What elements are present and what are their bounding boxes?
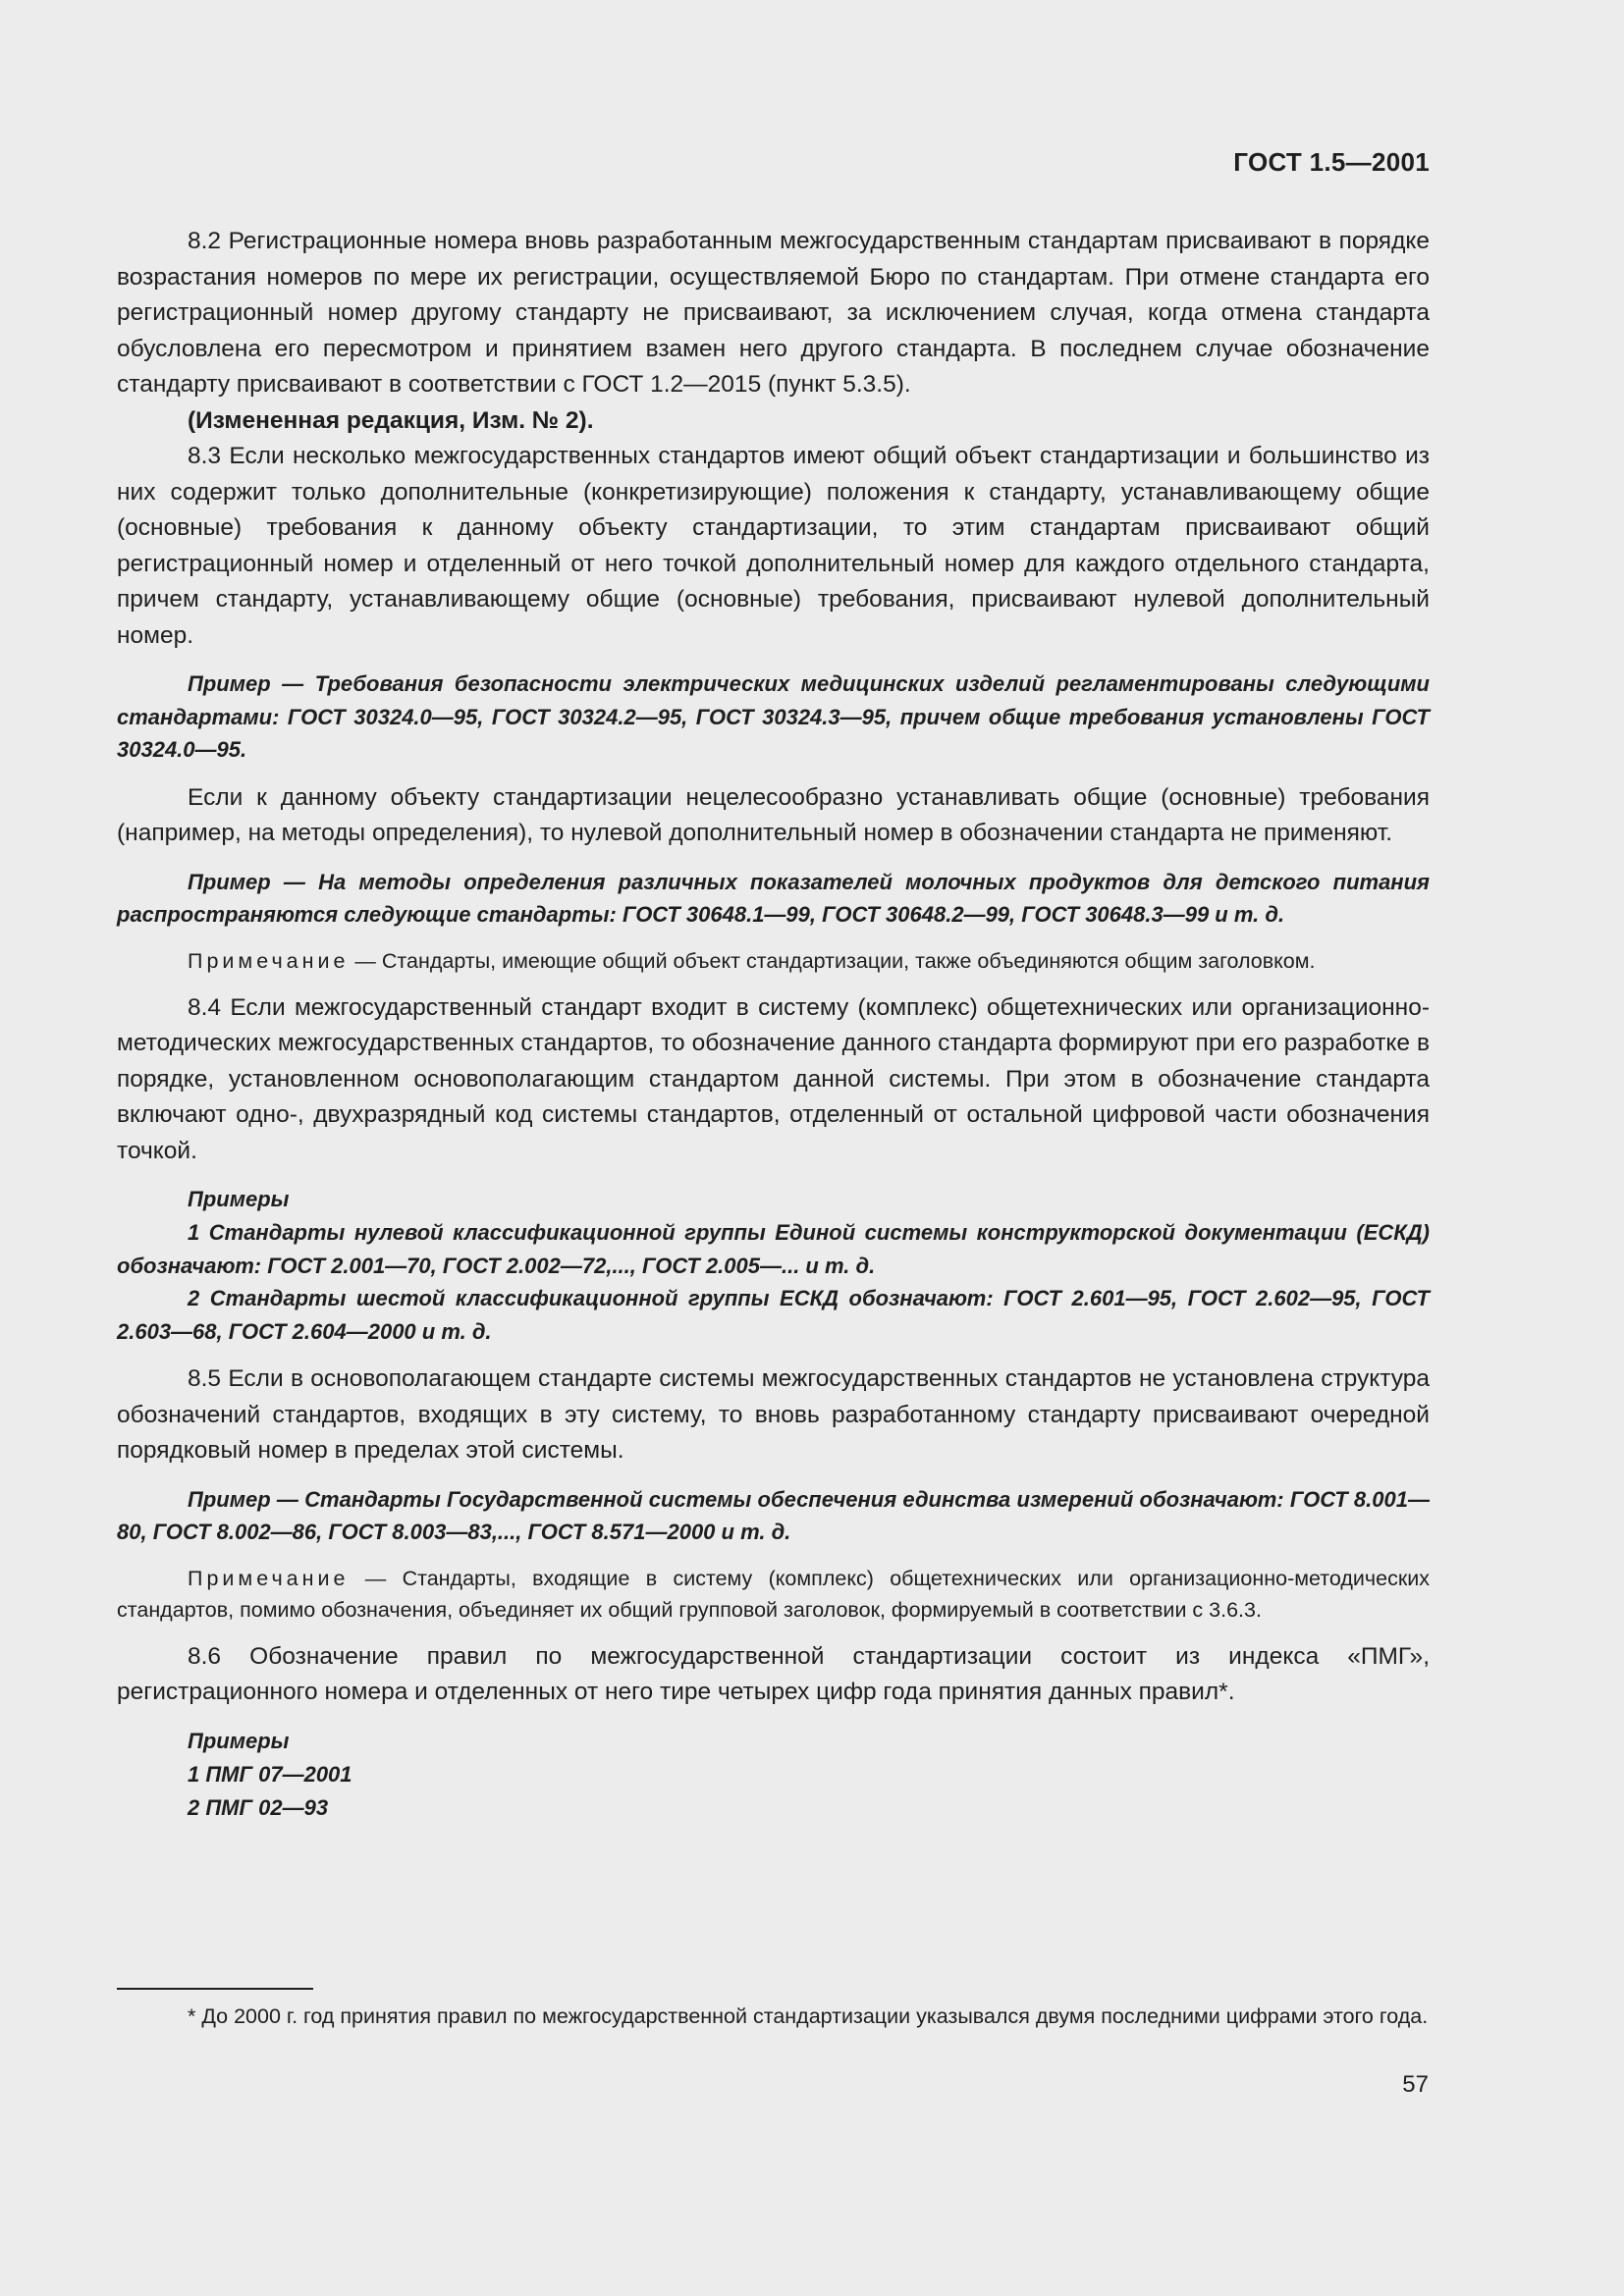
note-label: Примечание xyxy=(188,948,350,973)
document-header: ГОСТ 1.5—2001 xyxy=(1233,147,1430,177)
clause-8-2: 8.2 Регистрационные номера вновь разработанным межгосударственным стандартам присваивают в порядке возрастания номеров по мере их регистрации, осуществляемой Бюро по стандартам. При отмене стандарта его регистрационный номер другому стандарту не присваивают, за исключением случая, когда отмена стандарта обусловлена его пересмотром и принятием взамен него другого стандарта. В последнем случае обозначение стандарту присваивают в соответствии с ГОСТ 1.2—2015 (пункт 5.3.5). xyxy=(117,228,1430,398)
example-item: 2 ПМГ 02—93 xyxy=(188,1794,329,1820)
examples-block-eskd xyxy=(117,1183,1430,1348)
note-text: — Стандарты, входящие в систему (комплекс) общетехнических или организационно-методических стандартов, помимо обозначения, объединяет их общий групповой заголовок, формируемый в соответствии с 3.6.3. xyxy=(117,1566,1430,1622)
page-number: 57 xyxy=(1402,2071,1429,2098)
clause-8-5: 8.5 Если в основополагающем стандарте системы межгосударственных стандартов не установлена структура обозначений стандартов, входящих в эту систему, то вновь разработанному стандарту присваивают очередной порядковый номер в пределах этой системы. xyxy=(117,1365,1430,1464)
note-group-title xyxy=(117,1563,1430,1626)
page-body xyxy=(117,224,1430,1825)
paragraph-zero-number: Если к данному объекту стандартизации нецелесообразно устанавливать общие (основные) требования (например, на методы определения), то нулевой дополнительный номер в обозначении стандарта не применяют. xyxy=(117,783,1430,846)
examples-block-pmg xyxy=(117,1725,1430,1825)
note-label: Примечание xyxy=(188,1566,350,1590)
example-item: 1 ПМГ 07—2001 xyxy=(188,1761,352,1787)
footnote: * До 2000 г. год принятия правил по межгосударственной стандартизации указывался двумя последними цифрами этого года. xyxy=(188,2004,1429,2028)
note-common-title xyxy=(117,945,1430,977)
footnote-divider xyxy=(117,1988,313,1990)
example-gsi: Пример — Стандарты Государственной системы обеспечения единства измерений обозначают: ГОСТ 8.001—80, ГОСТ 8.002—86, ГОСТ 8.003—83,..., ГОСТ 8.571—2000 и т. д. xyxy=(117,1486,1430,1544)
clause-8-4: 8.4 Если межгосударственный стандарт входит в систему (комплекс) общетехнических или организационно-методических межгосударственных стандартов, то обозначение данного стандарта формируют при его разработке в порядке, установленном основополагающим стандартом данной системы. При этом в обозначение стандарта включают одно-, двухразрядный код системы стандартов, отделенный от остальной цифровой части обозначения точкой. xyxy=(117,993,1430,1164)
examples-heading: Примеры xyxy=(188,1728,290,1753)
example-dairy: Пример — На методы определения различных показателей молочных продуктов для детского питания распространяются следующие стандарты: ГОСТ 30648.1—99, ГОСТ 30648.2—99, ГОСТ 30648.3—99 и т. д. xyxy=(117,869,1430,927)
note-text: — Стандарты, имеющие общий объект стандартизации, также объединяются общим заголовком. xyxy=(349,948,1316,973)
clause-8-3: 8.3 Если несколько межгосударственных стандартов имеют общий объект стандартизации и большинство из них содержит только дополнительные (конкретизирующие) положения к стандарту, устанавливающему общие (основные) требования к данному объекту стандартизации, то этим стандартам присваивают общий регистрационный номер и отделенный от него точкой дополнительный номер для каждого отдельного стандарта, причем стандарту, устанавливающему общие (основные) требования, присваивают нулевой дополнительный номер. xyxy=(117,443,1430,649)
example-safety: Пример — Требования безопасности электрических медицинских изделий регламентированы следующими стандартами: ГОСТ 30324.0—95, ГОСТ 30324.2—95, ГОСТ 30324.3—95, причем общие требования установлены ГОСТ 30324.0—95. xyxy=(117,671,1430,762)
examples-heading: Примеры xyxy=(188,1187,290,1211)
amendment-note: (Измененная редакция, Изм. № 2). xyxy=(188,406,594,434)
example-item: 2 Стандарты шестой классификационной группы ЕСКД обозначают: ГОСТ 2.601—95, ГОСТ 2.602—95, ГОСТ 2.603—68, ГОСТ 2.604—2000 и т. д. xyxy=(117,1286,1430,1344)
example-item: 1 Стандарты нулевой классификационной группы Единой системы конструкторской документации (ЕСКД) обозначают: ГОСТ 2.001—70, ГОСТ 2.002—72,..., ГОСТ 2.005—... и т. д. xyxy=(117,1220,1430,1278)
clause-8-6: 8.6 Обозначение правил по межгосударственной стандартизации состоит из индекса «ПМГ», регистрационного номера и отделенных от него тире четырех цифр года принятия данных правил*. xyxy=(117,1642,1430,1705)
